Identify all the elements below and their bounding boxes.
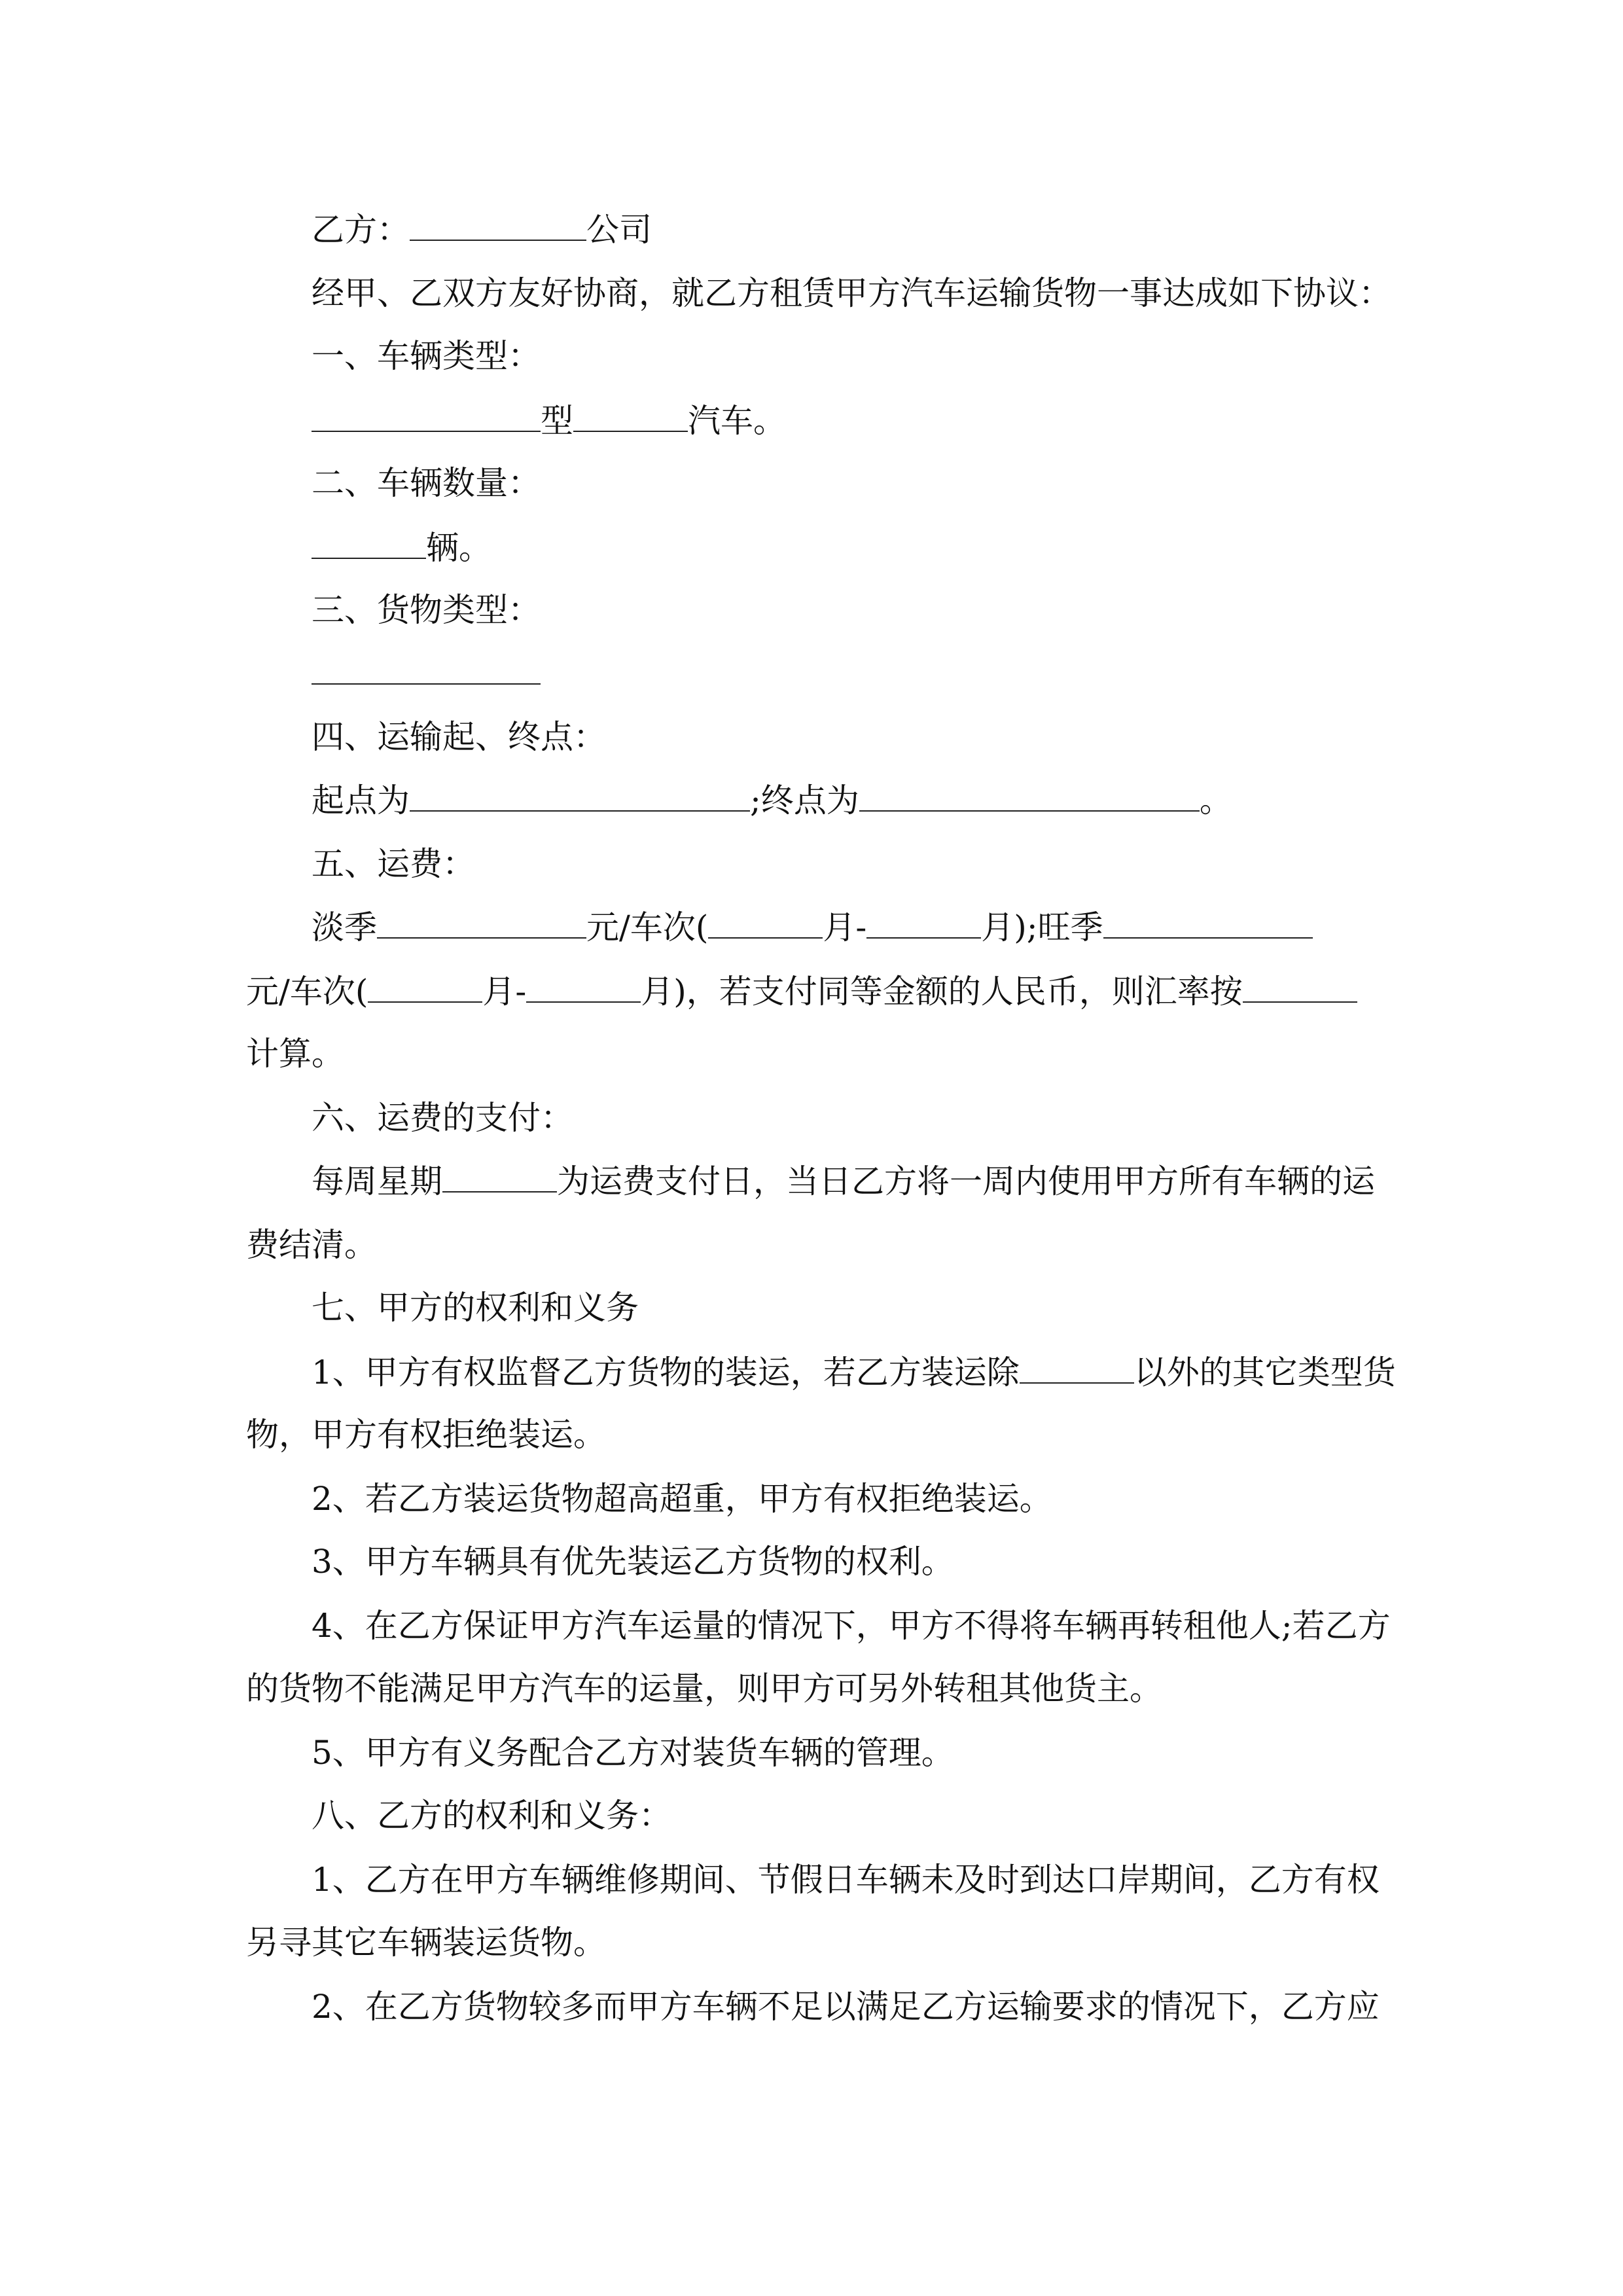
payment-line-1 bbox=[312, 1161, 1375, 1201]
sec7-item3: 3、甲方车辆具有优先装运乙方货物的权利。 bbox=[312, 1543, 954, 1581]
sec2-title: 二、车辆数量： bbox=[312, 464, 541, 502]
intro-paragraph: 经甲、乙双方友好协商，就乙方租赁甲方汽车运输货物一事达成如下协议： bbox=[312, 274, 1391, 312]
rate-text: 月)，若支付同等金额的人民币，则汇率按 bbox=[641, 973, 1243, 1011]
sec7-item1-text-a: 1、甲方有权监督乙方货物的装运，若乙方装运除 bbox=[312, 1354, 1020, 1391]
low-season-fare-blank bbox=[377, 907, 586, 939]
sec8-title: 八、乙方的权利和义务： bbox=[312, 1797, 671, 1835]
vehicle-count-blank bbox=[312, 528, 426, 559]
sec7-item1-line1 bbox=[312, 1352, 1396, 1392]
payment-weekday-blank bbox=[442, 1161, 557, 1193]
payment-weekday-label: 每周星期 bbox=[312, 1162, 442, 1200]
fare-calc: 计算。 bbox=[246, 1035, 344, 1073]
cargo-type-line bbox=[312, 653, 541, 693]
low-month-end-blank bbox=[866, 907, 981, 939]
sec4-title: 四、运输起、终点： bbox=[312, 718, 606, 756]
route-period: 。 bbox=[1199, 781, 1232, 819]
high-month-end-blank bbox=[526, 971, 641, 1003]
party-b-suffix: 公司 bbox=[586, 211, 652, 249]
vehicle-model-blank bbox=[312, 401, 541, 432]
payment-text: 为运费支付日，当日乙方将一周内使用甲方所有车辆的运 bbox=[557, 1162, 1375, 1200]
sec8-item1-line2: 另寻其它车辆装运货物。 bbox=[246, 1924, 606, 1962]
fare-line-1 bbox=[312, 907, 1313, 947]
payment-line-2: 费结清。 bbox=[246, 1226, 377, 1264]
low-month-start-blank bbox=[708, 907, 823, 939]
vehicle-count-line bbox=[312, 528, 491, 567]
vehicle-count-unit: 辆。 bbox=[426, 529, 491, 567]
company-name-blank bbox=[410, 209, 586, 241]
model-suffix: 型 bbox=[541, 402, 573, 440]
unit-open-1: 元/车次( bbox=[586, 908, 709, 946]
sec1-title: 一、车辆类型： bbox=[312, 337, 541, 375]
sec7-title: 七、甲方的权利和义务 bbox=[312, 1289, 639, 1327]
sec8-item1-line1: 1、乙方在甲方车辆维修期间、节假日车辆未及时到达口岸期间，乙方有权 bbox=[312, 1861, 1380, 1899]
sec5-title: 五、运费： bbox=[312, 845, 475, 883]
unit-open-2: 元/车次( bbox=[246, 973, 368, 1011]
high-season-label: 月);旺季 bbox=[981, 908, 1103, 946]
sec6-title: 六、运费的支付： bbox=[312, 1099, 573, 1137]
sec7-item1-line2: 物，甲方有权拒绝装运。 bbox=[246, 1416, 606, 1454]
vehicle-suffix: 汽车。 bbox=[688, 402, 786, 440]
cargo-type-blank bbox=[312, 653, 541, 685]
exchange-rate-blank bbox=[1243, 971, 1357, 1003]
sec7-item5: 5、甲方有义务配合乙方对装货车辆的管理。 bbox=[312, 1734, 954, 1772]
end-label: ;终点为 bbox=[750, 781, 859, 819]
fare-line-2 bbox=[246, 971, 1357, 1011]
vehicle-type-line bbox=[312, 401, 786, 440]
sec8-item2-line1: 2、在乙方货物较多而甲方车辆不足以满足乙方运输要求的情况下，乙方应 bbox=[312, 1988, 1380, 2026]
sec7-item4-line1: 4、在乙方保证甲方汽车运量的情况下，甲方不得将车辆再转租他人;若乙方 bbox=[312, 1607, 1391, 1645]
sec3-title: 三、货物类型： bbox=[312, 591, 541, 629]
high-month-start-blank bbox=[368, 971, 482, 1003]
low-season-label: 淡季 bbox=[312, 908, 377, 946]
party-b-label: 乙方： bbox=[312, 211, 410, 249]
sec7-item1-text-b: 以外的其它类型货 bbox=[1133, 1354, 1396, 1391]
excluded-cargo-blank bbox=[1020, 1352, 1134, 1384]
route-line bbox=[312, 780, 1232, 820]
start-point-blank bbox=[410, 780, 750, 812]
party-b-line bbox=[312, 209, 652, 249]
sec7-item4-line2: 的货物不能满足甲方汽车的运量，则甲方可另外转租其他货主。 bbox=[246, 1670, 1162, 1708]
month-dash-1: 月- bbox=[823, 908, 867, 946]
end-point-blank bbox=[859, 780, 1200, 812]
vehicle-brand-blank bbox=[573, 401, 688, 432]
start-label: 起点为 bbox=[312, 781, 410, 819]
month-dash-2: 月- bbox=[482, 973, 527, 1011]
high-season-fare-blank bbox=[1103, 907, 1313, 939]
sec7-item2: 2、若乙方装运货物超高超重，甲方有权拒绝装运。 bbox=[312, 1480, 1052, 1518]
